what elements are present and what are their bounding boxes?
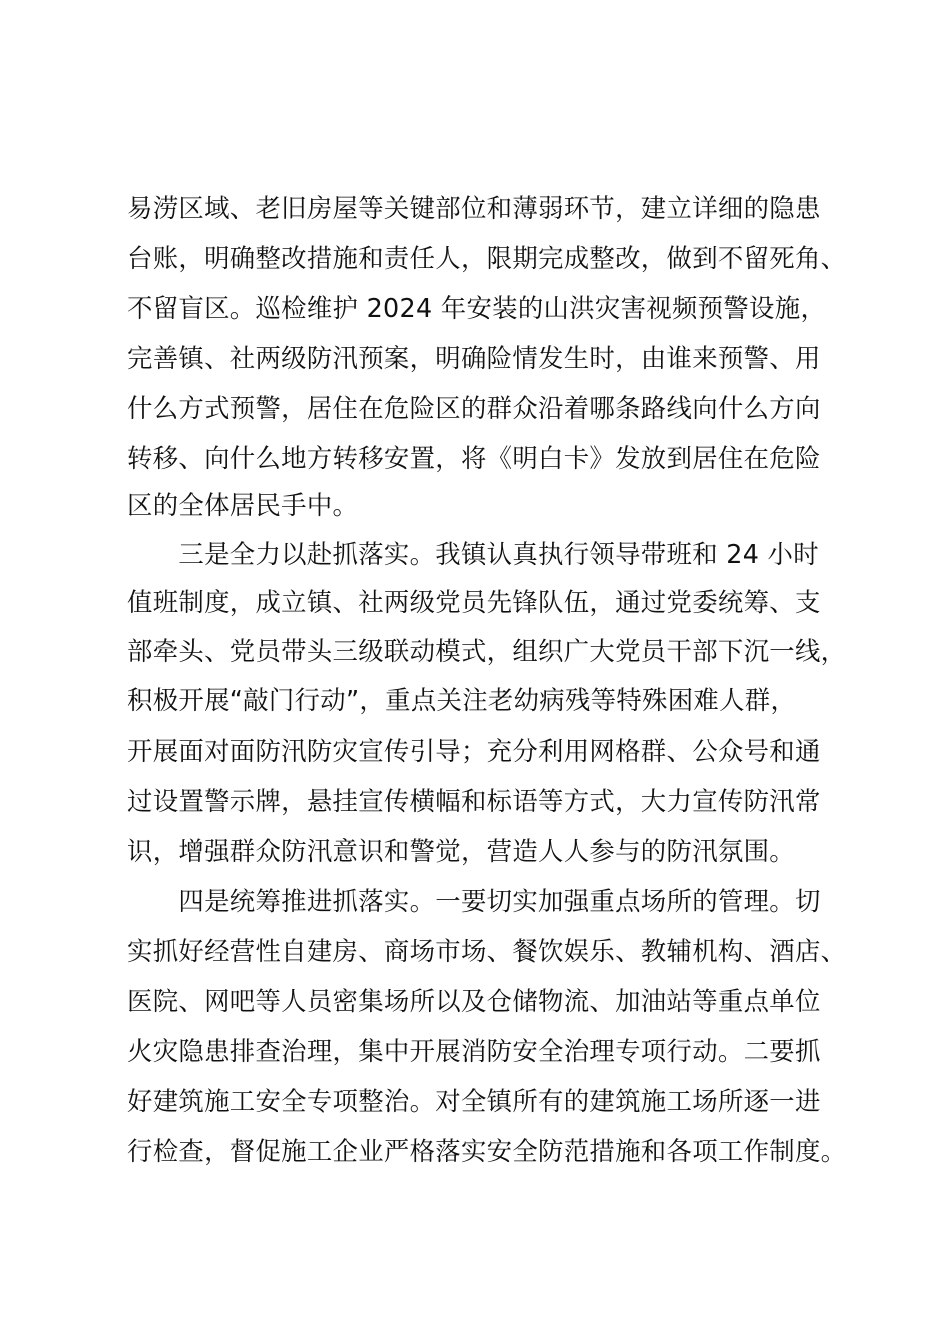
text-line: 医院、网吧等人员密集场所以及仓储物流、加油站等重点单位 bbox=[127, 986, 821, 1016]
text-line: 过设置警示牌，悬挂宣传横幅和标语等方式，大力宣传防汛常 bbox=[127, 786, 821, 816]
text-line: 开展面对面防汛防灾宣传引导；充分利用网格群、公众号和通 bbox=[127, 736, 821, 766]
text-line: 积极开展“敲门行动”，重点关注老幼病残等特殊困难人群， bbox=[127, 685, 797, 715]
text-line: 转移、向什么地方转移安置，将《明白卡》发放到居住在危险 bbox=[127, 443, 821, 473]
text-line: 完善镇、社两级防汛预案，明确险情发生时，由谁来预警、用 bbox=[127, 343, 821, 373]
text-line: 识，增强群众防汛意识和警觉，营造人人参与的防汛氛围。 bbox=[127, 836, 795, 866]
text-line: 易涝区域、老旧房屋等关键部位和薄弱环节，建立详细的隐患 bbox=[127, 193, 821, 223]
text-line: 行检查，督促施工企业严格落实安全防范措施和各项工作制度。 bbox=[127, 1136, 847, 1166]
text-line: 火灾隐患排查治理，集中开展消防安全治理专项行动。二要抓 bbox=[127, 1036, 821, 1066]
text-line: 什么方式预警，居住在危险区的群众沿着哪条路线向什么方向 bbox=[127, 393, 821, 423]
text-line: 实抓好经营性自建房、商场市场、餐饮娱乐、教辅机构、酒店、 bbox=[127, 936, 847, 966]
paragraph-start-line: 三是全力以赴抓落实。我镇认真执行领导带班和 24 小时 bbox=[127, 539, 819, 569]
text-line: 台账，明确整改措施和责任人，限期完成整改，做到不留死角、 bbox=[127, 243, 847, 273]
text-line: 不留盲区。巡检维护 2024 年安装的山洪灾害视频预警设施， bbox=[127, 293, 827, 323]
text-line: 值班制度，成立镇、社两级党员先锋队伍，通过党委统筹、支 bbox=[127, 587, 821, 617]
text-line: 好建筑施工安全专项整治。对全镇所有的建筑施工场所逐一进 bbox=[127, 1086, 821, 1116]
text-line: 区的全体居民手中。 bbox=[127, 490, 359, 520]
paragraph-start-line: 四是统筹推进抓落实。一要切实加强重点场所的管理。切 bbox=[127, 886, 821, 916]
text-line: 部牵头、党员带头三级联动模式，组织广大党员干部下沉一线， bbox=[127, 636, 847, 666]
